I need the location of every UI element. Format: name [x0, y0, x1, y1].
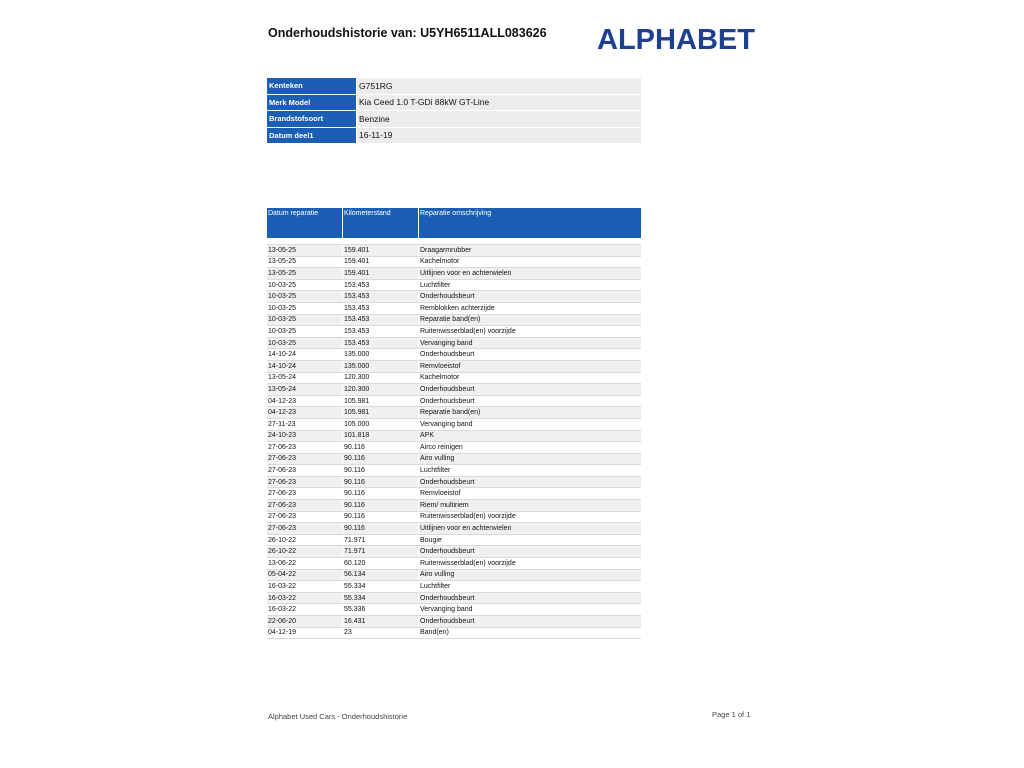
cell-date: 13-05-25	[267, 245, 343, 257]
cell-date: 05-04-22	[267, 569, 343, 581]
cell-description: Luchtfilter	[419, 279, 642, 291]
table-row	[267, 604, 641, 616]
cell-date: 16-03-22	[267, 604, 343, 616]
cell-description: Band(en)	[419, 627, 642, 639]
vehicle-info-table	[267, 78, 641, 144]
cell-description: Remblokken achterzijde	[419, 302, 642, 314]
cell-description: Kachelmotor	[419, 256, 642, 268]
vehicle-info-value: G751RG	[357, 78, 642, 94]
cell-description: Remvloeistof	[419, 488, 642, 500]
table-row	[267, 627, 641, 639]
cell-date: 16-03-22	[267, 581, 343, 593]
column-header-date: Datum reparatie	[267, 208, 343, 238]
cell-date: 10-03-25	[267, 314, 343, 326]
cell-description: Kachelmotor	[419, 372, 642, 384]
table-row	[267, 546, 641, 558]
table-row	[267, 314, 641, 326]
cell-date: 27-06-23	[267, 488, 343, 500]
history-header-row	[267, 208, 641, 238]
cell-mileage: 153.453	[343, 326, 419, 338]
table-row	[267, 465, 641, 477]
alphabet-logo-graphic	[597, 22, 757, 54]
column-header-mileage: Kilometerstand	[343, 208, 419, 238]
cell-mileage: 55.334	[343, 581, 419, 593]
cell-mileage: 105.000	[343, 418, 419, 430]
cell-mileage: 135.000	[343, 349, 419, 361]
table-row	[267, 302, 641, 314]
table-row	[267, 430, 641, 442]
cell-date: 13-06-22	[267, 558, 343, 570]
cell-date: 27-06-23	[267, 523, 343, 535]
cell-mileage: 90.116	[343, 511, 419, 523]
cell-mileage: 105.981	[343, 407, 419, 419]
cell-mileage: 90.116	[343, 442, 419, 454]
cell-mileage: 90.116	[343, 488, 419, 500]
cell-date: 13-05-24	[267, 372, 343, 384]
cell-description: Onderhoudsbeurt	[419, 395, 642, 407]
cell-description: Onderhoudsbeurt	[419, 349, 642, 361]
cell-mileage: 55.334	[343, 592, 419, 604]
cell-date: 13-05-25	[267, 256, 343, 268]
vehicle-info-label: Kenteken	[267, 78, 357, 94]
table-row	[267, 476, 641, 488]
vehicle-info-label: Merk Model	[267, 94, 357, 111]
table-row	[267, 256, 641, 268]
cell-date: 24-10-23	[267, 430, 343, 442]
cell-description: Onderhoudsbeurt	[419, 384, 642, 396]
cell-mileage: 101.818	[343, 430, 419, 442]
cell-mileage: 23	[343, 627, 419, 639]
cell-mileage: 159.401	[343, 245, 419, 257]
cell-date: 13-05-24	[267, 384, 343, 396]
cell-description: Airco reinigen	[419, 442, 642, 454]
table-row	[267, 326, 641, 338]
cell-description: Ruitenwisserblad(en) voorzijde	[419, 558, 642, 570]
cell-mileage: 153.453	[343, 337, 419, 349]
table-row	[267, 442, 641, 454]
cell-mileage: 60.120	[343, 558, 419, 570]
cell-description: Airo vulling	[419, 569, 642, 581]
cell-date: 04-12-19	[267, 627, 343, 639]
cell-description: Onderhoudsbeurt	[419, 476, 642, 488]
cell-date: 10-03-25	[267, 326, 343, 338]
page-title: Onderhoudshistorie van: U5YH6511ALL083626	[268, 26, 547, 40]
table-row	[267, 500, 641, 512]
cell-description: Riem/ multiriem	[419, 500, 642, 512]
cell-mileage: 90.116	[343, 523, 419, 535]
cell-mileage: 90.116	[343, 453, 419, 465]
cell-description: Remvloeistof	[419, 360, 642, 372]
cell-description: Uitlijnen voor en achterwielen	[419, 523, 642, 535]
column-header-description: Reparatie omschrijving	[419, 208, 642, 238]
table-row	[267, 581, 641, 593]
alphabet-logo	[597, 22, 757, 54]
cell-date: 13-05-25	[267, 268, 343, 280]
cell-description: Vervanging band	[419, 418, 642, 430]
cell-description: Onderhoudsbeurt	[419, 291, 642, 303]
cell-mileage: 16.431	[343, 616, 419, 628]
table-row	[267, 337, 641, 349]
table-row	[267, 384, 641, 396]
cell-date: 14-10-24	[267, 360, 343, 372]
table-row	[267, 558, 641, 570]
cell-description: Airo vulling	[419, 453, 642, 465]
cell-description: Ruitenwisserblad(en) voorzijde	[419, 511, 642, 523]
vehicle-info-row	[267, 111, 641, 128]
cell-description: Onderhoudsbeurt	[419, 592, 642, 604]
cell-mileage: 159.401	[343, 268, 419, 280]
cell-date: 04-12-23	[267, 395, 343, 407]
vehicle-info-row	[267, 127, 641, 144]
cell-description: Vervanging band	[419, 337, 642, 349]
table-row	[267, 279, 641, 291]
table-row	[267, 268, 641, 280]
cell-mileage: 71.971	[343, 546, 419, 558]
table-row	[267, 395, 641, 407]
table-row	[267, 592, 641, 604]
page-number: Page 1 of 1	[712, 710, 751, 719]
cell-date: 10-03-25	[267, 337, 343, 349]
table-row	[267, 488, 641, 500]
cell-date: 04-12-23	[267, 407, 343, 419]
cell-date: 27-06-23	[267, 453, 343, 465]
cell-date: 26-10-22	[267, 546, 343, 558]
cell-mileage: 120.300	[343, 372, 419, 384]
table-row	[267, 245, 641, 257]
table-row	[267, 616, 641, 628]
cell-description: Bougie	[419, 534, 642, 546]
cell-description: Reparatie band(en)	[419, 407, 642, 419]
footer-document-name: Alphabet Used Cars - Onderhoudshistorie	[268, 712, 408, 721]
cell-date: 27-11-23	[267, 418, 343, 430]
cell-description: Onderhoudsbeurt	[419, 546, 642, 558]
cell-description: Uitlijnen voor en achterwielen	[419, 268, 642, 280]
cell-description: Reparatie band(en)	[419, 314, 642, 326]
cell-description: Vervanging band	[419, 604, 642, 616]
cell-date: 27-06-23	[267, 476, 343, 488]
cell-mileage: 71.971	[343, 534, 419, 546]
cell-date: 27-06-23	[267, 465, 343, 477]
cell-mileage: 90.116	[343, 465, 419, 477]
cell-date: 10-03-25	[267, 302, 343, 314]
svg-text:ALPHABET: ALPHABET	[597, 24, 756, 54]
vehicle-info-row	[267, 94, 641, 111]
vehicle-info-label: Datum deel1	[267, 127, 357, 144]
cell-mileage: 153.453	[343, 302, 419, 314]
cell-mileage: 153.453	[343, 279, 419, 291]
table-row	[267, 407, 641, 419]
maintenance-history-table	[267, 208, 641, 639]
cell-mileage: 105.981	[343, 395, 419, 407]
cell-date: 10-03-25	[267, 291, 343, 303]
cell-description: Luchtfilter	[419, 581, 642, 593]
vehicle-info-value: 16-11-19	[357, 127, 642, 144]
table-row	[267, 534, 641, 546]
vehicle-info-row	[267, 78, 641, 94]
table-row	[267, 453, 641, 465]
cell-mileage: 159.401	[343, 256, 419, 268]
vehicle-info-label: Brandstofsoort	[267, 111, 357, 128]
cell-mileage: 120.300	[343, 384, 419, 396]
vehicle-info-value: Benzine	[357, 111, 642, 128]
cell-description: Onderhoudsbeurt	[419, 616, 642, 628]
cell-date: 27-06-23	[267, 500, 343, 512]
table-row	[267, 349, 641, 361]
table-row	[267, 291, 641, 303]
cell-description: Ruitenwisserblad(en) voorzijde	[419, 326, 642, 338]
cell-mileage: 56.134	[343, 569, 419, 581]
table-row	[267, 569, 641, 581]
cell-date: 22-06-20	[267, 616, 343, 628]
table-row	[267, 523, 641, 535]
cell-mileage: 153.453	[343, 314, 419, 326]
cell-mileage: 55.336	[343, 604, 419, 616]
cell-mileage: 153.453	[343, 291, 419, 303]
cell-description: Luchtfilter	[419, 465, 642, 477]
cell-description: Draagarmrubber	[419, 245, 642, 257]
cell-date: 14-10-24	[267, 349, 343, 361]
cell-mileage: 90.116	[343, 500, 419, 512]
cell-date: 27-06-23	[267, 442, 343, 454]
cell-mileage: 135.000	[343, 360, 419, 372]
vehicle-info-value: Kia Ceed 1.0 T-GDi 88kW GT-Line	[357, 94, 642, 111]
cell-date: 26-10-22	[267, 534, 343, 546]
cell-date: 27-06-23	[267, 511, 343, 523]
table-row	[267, 372, 641, 384]
cell-description: APK	[419, 430, 642, 442]
cell-date: 16-03-22	[267, 592, 343, 604]
cell-date: 10-03-25	[267, 279, 343, 291]
table-row	[267, 418, 641, 430]
cell-mileage: 90.116	[343, 476, 419, 488]
table-row	[267, 511, 641, 523]
table-row	[267, 360, 641, 372]
